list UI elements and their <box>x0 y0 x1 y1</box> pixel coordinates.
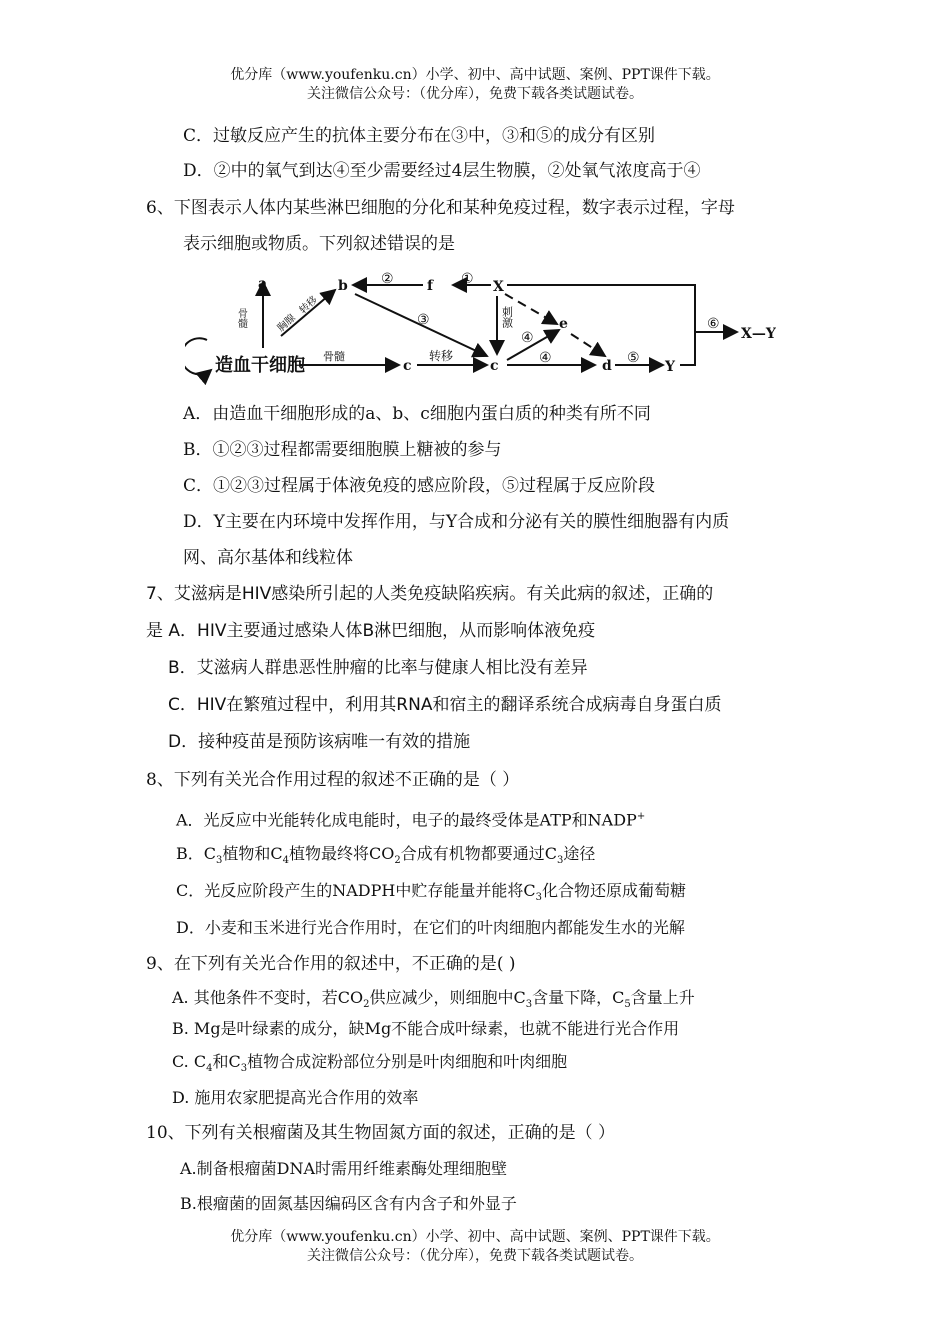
q5-option-d: D．②中的氧气到达④至少需要经过4层生物膜，②处氧气浓度高于④ <box>183 161 701 181</box>
q9-a-sub: 3 <box>525 999 533 1011</box>
q6-option-a: A．由造血干细胞形成的a、b、c细胞内蛋白质的种类有所不同 <box>183 404 651 424</box>
footer-line-2: 关注微信公众号：（优分库），免费下载各类试题试卷。 <box>307 1248 643 1264</box>
header-line-2: 关注微信公众号：（优分库），免费下载各类试题试卷。 <box>307 86 643 102</box>
q9-a-part: 含量上升 <box>630 988 695 1007</box>
q9-option-c <box>172 1051 567 1080</box>
page-header <box>0 66 950 104</box>
q6-option-d-line-2: 网、高尔基体和线粒体 <box>183 548 353 568</box>
q7-option-d: D．接种疫苗是预防该病唯一有效的措施 <box>168 732 471 752</box>
diagram-label-b: b <box>338 278 348 294</box>
q8-option-a-sup: + <box>636 811 646 822</box>
q7-option-a: 是 A．HIV主要通过感染人体B淋巴细胞，从而影响体液免疫 <box>146 621 596 641</box>
diagram-label-thymus: 胸腺 <box>275 312 298 335</box>
q8-b-sub: 3 <box>216 855 223 867</box>
diagram-step-5: ⑤ <box>627 350 640 366</box>
q10-option-a: A.制备根瘤菌DNA时需用纤维素酶处理细胞壁 <box>180 1159 508 1178</box>
q9-a-part: 含量下降，C <box>532 988 625 1007</box>
q9-option-a <box>172 987 695 1016</box>
q5-option-c: C．过敏反应产生的抗体主要分布在③中，③和⑤的成分有区别 <box>183 126 656 146</box>
diagram-step-3: ③ <box>417 312 430 328</box>
q8-b-part: B．C <box>176 844 217 863</box>
q8-option-b <box>176 843 595 872</box>
diagram-label-bone-marrow-1: 骨髓 <box>323 350 345 363</box>
q10-option-b: B.根瘤菌的固氮基因编码区含有内含子和外显子 <box>180 1194 517 1213</box>
q8-option-d: D．小麦和玉米进行光合作用时，在它们的叶肉细胞内都能发生水的光解 <box>176 918 685 937</box>
diagram-step-1: ① <box>461 271 474 287</box>
diagram-label-transfer-1: 转移 <box>297 294 320 317</box>
q8-b-part: 合成有机物都要通过C <box>400 844 558 863</box>
q8-option-c <box>176 880 686 909</box>
q8-option-a <box>176 806 645 831</box>
q7-option-b: B．艾滋病人群患恶性肿瘤的比率与健康人相比没有差异 <box>168 658 588 678</box>
q7-stem: 7、艾滋病是HIV感染所引起的人类免疫缺陷疾病。有关此病的叙述，正确的 <box>146 584 714 604</box>
diagram-step-4b: ④ <box>539 350 552 366</box>
q8-b-part: 植物最终将CO <box>289 844 395 863</box>
q9-c-sub: 3 <box>240 1063 248 1075</box>
q6-stem-line-2: 表示细胞或物质。下列叙述错误的是 <box>183 234 455 254</box>
diagram-label-c2: c <box>490 358 499 374</box>
q6-option-c: C．①②③过程属于体液免疫的感应阶段，⑤过程属于反应阶段 <box>183 476 656 496</box>
q9-a-part: 供应减少，则细胞中C <box>369 988 526 1007</box>
header-line-1: 优分库（www.youfenku.cn）小学、初中、高中试题、案例、PPT课件下载。 <box>230 67 720 83</box>
q8-b-part: 植物和C <box>222 844 283 863</box>
q9-a-sub: 2 <box>363 999 370 1011</box>
q8-b-sub: 3 <box>557 855 564 867</box>
q9-stem: 9、在下列有关光合作用的叙述中，不正确的是( ) <box>146 954 516 974</box>
diagram-label-a: a <box>258 276 268 292</box>
page-footer <box>0 1228 950 1266</box>
q8-b-sub: 2 <box>394 855 401 867</box>
q10-stem: 10、下列有关根瘤菌及其生物固氮方面的叙述，正确的是（ ） <box>146 1123 616 1143</box>
diagram-label-d: d <box>602 358 612 374</box>
q8-c-sub: 3 <box>535 892 542 904</box>
q9-a-part: A. 其他条件不变时，若CO <box>172 988 364 1007</box>
q9-a-sub: 5 <box>624 999 631 1011</box>
q9-c-part: C. C <box>172 1052 207 1071</box>
q8-stem: 8、下列有关光合作用过程的叙述不正确的是（ ） <box>146 770 520 790</box>
lymphocyte-diagram <box>185 268 795 388</box>
q9-option-b: B. Mg是叶绿素的成分，缺Mg不能合成叶绿素，也就不能进行光合作用 <box>172 1019 680 1038</box>
diagram-label-e: e <box>559 316 568 332</box>
diagram-step-6: ⑥ <box>707 316 720 332</box>
q9-c-part: 和C <box>212 1052 241 1071</box>
diagram-label-c1: c <box>403 358 412 374</box>
q9-c-part: 植物合成淀粉部位分别是叶肉细胞和叶肉细胞 <box>247 1052 568 1071</box>
q8-b-sub: 4 <box>282 855 290 867</box>
diagram-label-bone-marrow-2: 骨髓 <box>235 308 247 328</box>
diagram-label-y: Y <box>665 359 675 375</box>
q8-c-part: C．光反应阶段产生的NADPH中贮存能量并能将C <box>176 881 536 900</box>
diagram-label-f: f <box>427 278 434 294</box>
diagram-label-stem-cell: 造血干细胞 <box>215 355 305 376</box>
diagram-label-xy: X—Y <box>741 326 776 342</box>
q8-b-part: 途径 <box>563 844 596 863</box>
q9-option-d: D. 施用农家肥提高光合作用的效率 <box>172 1088 419 1107</box>
q8-option-a-text: A．光反应中光能转化成电能时，电子的最终受体是ATP和NADP <box>176 810 637 830</box>
diagram-label-stimulate: 刺激 <box>500 306 514 328</box>
q9-c-sub: 4 <box>206 1063 213 1075</box>
diagram-label-transfer-2: 转移 <box>429 349 454 363</box>
q6-stem-line-1: 6、下图表示人体内某些淋巴细胞的分化和某种免疫过程，数字表示过程，字母 <box>146 198 735 218</box>
diagram-step-2: ② <box>381 271 394 287</box>
footer-line-1: 优分库（www.youfenku.cn）小学、初中、高中试题、案例、PPT课件下载。 <box>230 1229 720 1245</box>
diagram-label-x: X <box>493 279 504 295</box>
q6-option-d-line-1: D．Y主要在内环境中发挥作用，与Y合成和分泌有关的膜性细胞器有内质 <box>183 512 730 532</box>
diagram-step-4a: ④ <box>521 330 534 346</box>
q8-c-part: 化合物还原成葡萄糖 <box>541 881 686 900</box>
q6-option-b: B．①②③过程都需要细胞膜上糖被的参与 <box>183 440 502 460</box>
q7-option-c: C．HIV在繁殖过程中，利用其RNA和宿主的翻译系统合成病毒自身蛋白质 <box>168 695 722 715</box>
